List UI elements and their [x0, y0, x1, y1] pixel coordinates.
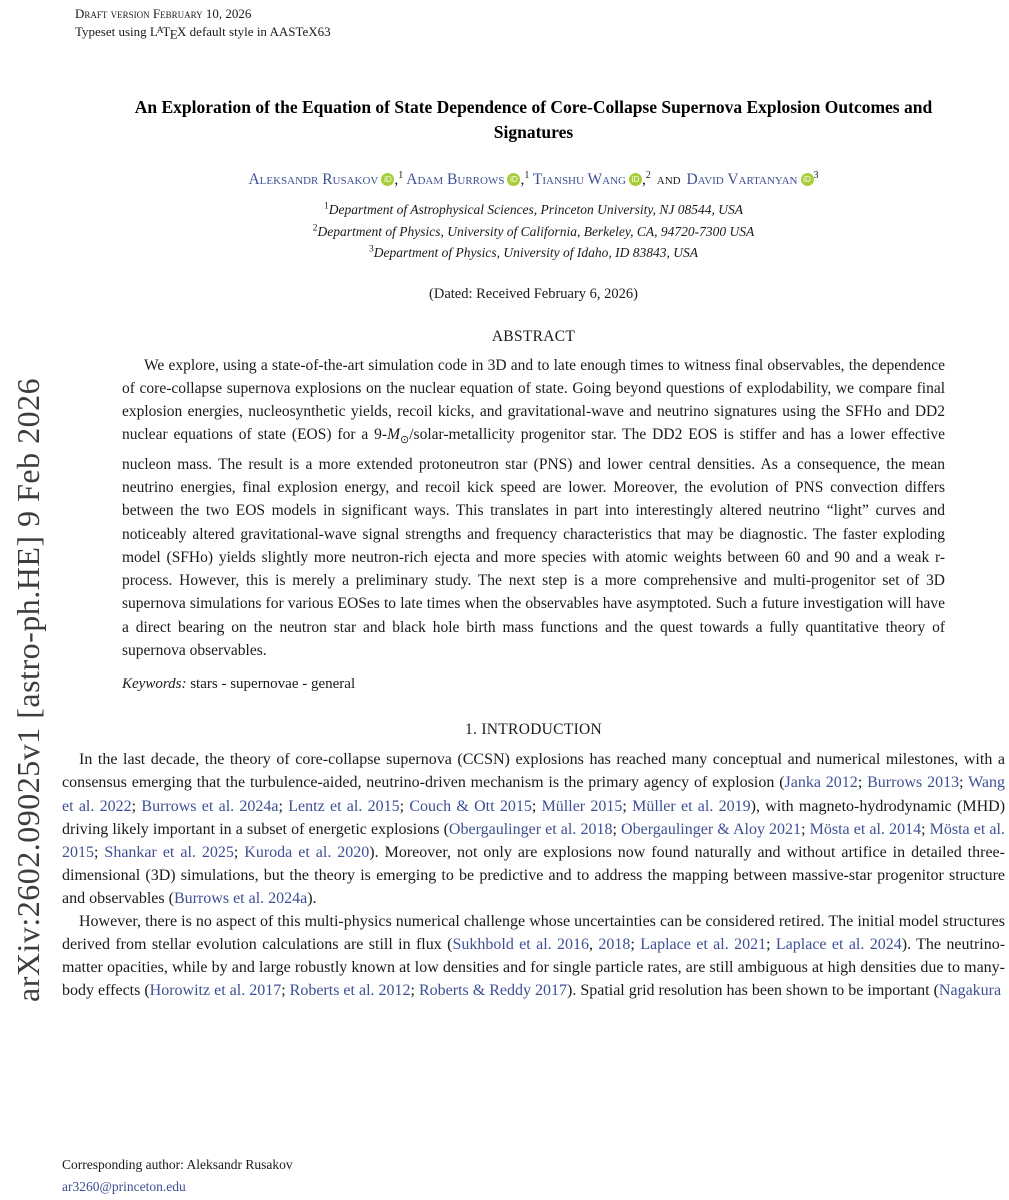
author-list [62, 171, 1005, 189]
author-affiliation-number: 1 [398, 169, 404, 181]
paper-content [62, 0, 1005, 1002]
citation-link[interactable]: Roberts et al. 2012 [289, 982, 411, 1000]
keywords-text: stars - supernovae - general [190, 676, 356, 693]
text-segment: ; [622, 797, 633, 815]
keywords-line [122, 676, 945, 693]
paper-title: An Exploration of the Equation of State Dependence of Core-Collapse Supernova Explosion Outcomes and Signatures [134, 97, 933, 142]
affiliation [62, 242, 1005, 264]
author-affiliation-number: 2 [645, 169, 651, 181]
orcid-icon[interactable] [801, 173, 814, 186]
authors-and: and [656, 171, 681, 188]
author-affiliation-number: 1 [524, 169, 530, 181]
text-segment: ; [801, 820, 810, 838]
abstract-text [122, 354, 945, 663]
text-segment: ; [233, 843, 245, 861]
text-segment: /solar-metallicity progenitor star. The DD2 EOS is stiffer and has a lower effective nucleon mass. The result is a more extended protoneutron star (PNS) and lower central densities. As a consequence, the mean neutrino energies, final explosion energy, and recoil kick speed are lower. Moreover, the evolution of PNS convection differs between the two EOS models in significant ways. This translates in part into interestingly altered neutrino “light” curves and noticeably altered gravitational-wave signal strengths and frequency characteristics that may be diagnostic. The faster exploding model (SFHo) yields slightly more neutron-rich ejecta and more species with atomic weights between 60 and 90 and a weak r-process. However, this is merely a preliminary study. The next step is a more comprehensive and multi-progenitor set of 3D supernova simulations for various EOSes to late times when the observables have asymptoted. Such a future investigation will have a direct bearing on the neutron star and black hole birth mass functions and the quest towards a fully quantitative theory of supernova observables. [122, 426, 945, 660]
text-segment: ; [959, 774, 969, 792]
text-segment: ⊙ [400, 434, 410, 447]
author-separator: , [520, 171, 525, 188]
orcid-icon[interactable] [507, 173, 520, 186]
citation-link[interactable]: Mösta et al. 2015 [62, 820, 1005, 861]
latex-logo: LATEX [149, 24, 187, 42]
citation-link[interactable]: 2018 [598, 936, 631, 954]
author [533, 171, 651, 188]
author [406, 171, 529, 188]
author [248, 171, 403, 188]
text-segment: ; [278, 797, 289, 815]
orcid-icon[interactable] [381, 173, 394, 186]
draft-date-line: Draft version February 10, 2026 [75, 6, 252, 21]
text-segment: ; [94, 843, 105, 861]
text-segment: ; [630, 936, 641, 954]
affiliation [62, 199, 1005, 221]
citation-link[interactable]: Janka 2012 [784, 774, 858, 792]
affiliation-number: 1 [323, 201, 329, 212]
typeset-line: Typeset using LATEX default style in AASTeX63 [75, 24, 331, 42]
text-segment: ; [131, 797, 142, 815]
author-name-link[interactable]: Tianshu Wang [532, 171, 627, 188]
dated-line: (Dated: Received February 6, 2026) [429, 285, 638, 302]
text-segment: ; [531, 797, 542, 815]
section-heading: 1. INTRODUCTION [464, 721, 603, 739]
author-separator: , [394, 171, 399, 188]
text-segment: ; [766, 936, 776, 954]
corresponding-author-block [62, 1154, 293, 1198]
citation-link[interactable]: Müller 2015 [541, 797, 623, 815]
affiliation-text: Department of Physics, University of Idaho, ID 83843, USA [373, 245, 699, 260]
citation-link[interactable]: Obergaulinger et al. 2018 [448, 820, 613, 838]
text-segment: ). Moreover, not only are explosions now found naturally and without artifice in detailed three-dimensional (3D) simulations, but the theory is emerging to be predictive and to address the mapping between massive-star progenitor structure and observables ( [62, 843, 1005, 907]
citation-link[interactable]: Laplace et al. 2021 [640, 936, 767, 954]
text-segment: ; [612, 820, 622, 838]
email-link[interactable]: ar3260@princeton.edu [62, 1179, 186, 1194]
text-segment: ; [921, 820, 930, 838]
citation-link[interactable]: Müller et al. 2019 [632, 797, 751, 815]
citation-link[interactable]: Shankar et al. 2025 [104, 843, 234, 861]
citation-link[interactable]: Wang et al. 2022 [62, 774, 1006, 815]
abstract-heading: ABSTRACT [491, 327, 576, 345]
intro-paragraph-2 [62, 910, 1005, 1002]
corresponding-author-line: Corresponding author: Aleksandr Rusakov [62, 1157, 293, 1172]
author-separator: , [642, 171, 646, 188]
citation-link[interactable]: Kuroda et al. 2020 [244, 843, 370, 861]
text-segment: ). Spatial grid resolution has been shown to be important ( [566, 982, 939, 1000]
author [686, 171, 818, 188]
citation-link[interactable]: Lentz et al. 2015 [288, 797, 400, 815]
citation-link[interactable]: Sukhbold et al. 2016 [452, 936, 590, 954]
citation-link[interactable]: Burrows 2013 [867, 774, 960, 792]
citation-link[interactable]: Horowitz et al. 2017 [149, 982, 282, 1000]
affiliation-number: 2 [312, 223, 318, 233]
text-segment: ), with magneto-hydrodynamic (MHD) driving likely important in a subset of energetic explosions ( [62, 797, 1006, 838]
citation-link[interactable]: Obergaulinger & Aloy 2021 [621, 820, 802, 838]
citation-link[interactable]: Mösta et al. 2014 [809, 820, 922, 838]
affiliation-text: Department of Physics, University of California, Berkeley, CA, 94720-7300 USA [317, 223, 755, 239]
intro-paragraph-1 [62, 748, 1005, 910]
citation-link[interactable]: Nagakura [938, 982, 1002, 1000]
citation-link[interactable]: Roberts & Reddy 2017 [418, 982, 567, 1000]
text-segment: ; [281, 982, 290, 1000]
text-segment: ; [857, 774, 868, 792]
affiliation-list [62, 199, 1005, 264]
orcid-icon[interactable] [629, 173, 642, 186]
text-segment: ; [399, 797, 410, 815]
author-affiliation-number: 3 [813, 169, 819, 181]
author-name-link[interactable]: David Vartanyan [686, 171, 798, 188]
affiliation-number: 3 [368, 244, 374, 255]
text-segment: ; [410, 982, 419, 1000]
keywords-label: Keywords: [122, 676, 187, 693]
text-segment: However, there is no aspect of this multi-physics numerical challenge whose uncertainties can be considered retired. The initial model structures derived from stellar evolution calculations are still in flux ( [62, 913, 1005, 954]
text-segment: In the last decade, the theory of core-collapse supernova (CCSN) explosions has reached many conceptual and numerical milestones, with a consensus emerging that the turbulence-aided, neutrino-driven mechanism is the primary agency of explosion ( [62, 751, 1005, 792]
citation-link[interactable]: Laplace et al. 2024 [775, 936, 902, 954]
affiliation-text: Department of Astrophysical Sciences, Princeton University, NJ 08544, USA [328, 202, 744, 217]
text-segment: , [589, 936, 599, 954]
author-name-link[interactable]: Aleksandr Rusakov [248, 171, 379, 188]
citation-link[interactable]: Burrows et al. 2024a [173, 889, 308, 907]
author-name-link[interactable]: Adam Burrows [406, 171, 505, 188]
text-segment: M [387, 426, 401, 444]
affiliation [62, 221, 1005, 243]
citation-link[interactable]: Burrows et al. 2024a [141, 797, 279, 815]
citation-link[interactable]: Couch & Ott 2015 [409, 797, 532, 815]
text-segment: We explore, using a state-of-the-art simulation code in 3D and to late enough times to witness final observables, the dependence of core-collapse supernova explosions on the nuclear equation of state. Going beyond questions of explodability, we compare final explosion energies, nucleosynthetic yields, recoil kicks, and gravitational-wave and neutrino signatures using the SFHo and DD2 nuclear equations of state (EOS) for a 9- [122, 356, 945, 444]
text-segment: ). The neutrino-matter opacities, while by and large robustly known at low densities and for single particle rates, are still ambiguous at high densities due to many-body effects ( [62, 936, 1006, 1000]
text-segment: ). [307, 889, 317, 907]
arxiv-stamp: arXiv:2602.09025v1 [astro-ph.HE] 9 Feb 2026 [10, 377, 46, 1002]
